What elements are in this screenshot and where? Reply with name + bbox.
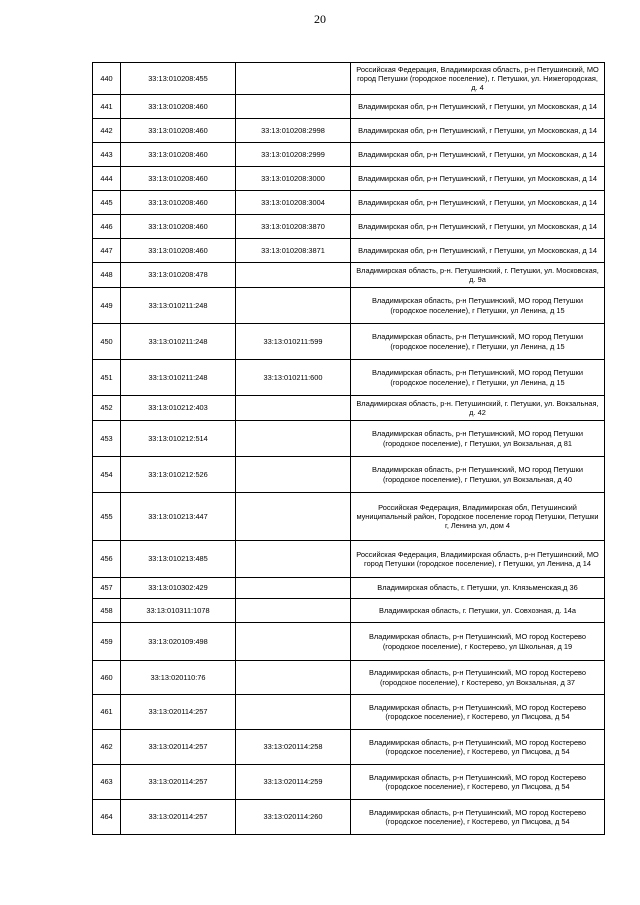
cadastral-number-cell: 33:13:010212:526 [121, 457, 236, 493]
sub-cadastral-number-cell: 33:13:010208:3871 [236, 239, 351, 263]
cadastral-number-cell: 33:13:020109:498 [121, 623, 236, 661]
row-number-cell: 458 [93, 599, 121, 623]
row-number-cell: 452 [93, 396, 121, 421]
table-row [93, 396, 605, 421]
address-cell: Владимирская область, р-н Петушинский, МО город Костерево (городское поселение), г Костерево, ул Вокзальная, д 37 [351, 661, 605, 695]
row-number-cell: 440 [93, 63, 121, 95]
row-number-cell: 456 [93, 541, 121, 578]
address-cell: Владимирская область, р-н Петушинский, МО город Петушки (городское поселение), г Петушки, ул Вокзальная, д 40 [351, 457, 605, 493]
address-cell: Российская Федерация, Владимирская обл, Петушинский муниципальный район, Городское поселение город Петушки, Петушки г, Ленина ул, дом 4 [351, 493, 605, 541]
cadastral-number-cell: 33:13:010213:485 [121, 541, 236, 578]
sub-cadastral-number-cell: 33:13:010208:3004 [236, 191, 351, 215]
row-number-cell: 453 [93, 421, 121, 457]
row-number-cell: 460 [93, 661, 121, 695]
sub-cadastral-number-cell [236, 263, 351, 288]
cadastral-number-cell: 33:13:010211:248 [121, 288, 236, 324]
table-row [93, 800, 605, 835]
table-row [93, 360, 605, 396]
cadastral-number-cell: 33:13:010212:514 [121, 421, 236, 457]
cadastral-number-cell: 33:13:010208:460 [121, 191, 236, 215]
address-cell: Владимирская область, р-н Петушинский, МО город Костерево (городское поселение), г Костерево, ул Писцова, д 54 [351, 765, 605, 800]
row-number-cell: 446 [93, 215, 121, 239]
row-number-cell: 443 [93, 143, 121, 167]
table-row [93, 493, 605, 541]
cadastral-number-cell: 33:13:020114:257 [121, 695, 236, 730]
table-row [93, 623, 605, 661]
cadastral-number-cell: 33:13:010208:460 [121, 167, 236, 191]
row-number-cell: 449 [93, 288, 121, 324]
table-row [93, 143, 605, 167]
sub-cadastral-number-cell: 33:13:010208:2998 [236, 119, 351, 143]
cadastral-number-cell: 33:13:010208:460 [121, 119, 236, 143]
table-row [93, 730, 605, 765]
cadastral-number-cell: 33:13:010213:447 [121, 493, 236, 541]
cadastral-number-cell: 33:13:010208:478 [121, 263, 236, 288]
row-number-cell: 441 [93, 95, 121, 119]
sub-cadastral-number-cell: 33:13:020114:260 [236, 800, 351, 835]
table-row [93, 765, 605, 800]
registry-table-body [93, 63, 605, 835]
sub-cadastral-number-cell [236, 396, 351, 421]
page-number: 20 [314, 12, 326, 26]
sub-cadastral-number-cell [236, 63, 351, 95]
address-cell: Владимирская область, р-н Петушинский, МО город Костерево (городское поселение), г Костерево, ул Писцова, д 54 [351, 800, 605, 835]
cadastral-number-cell: 33:13:010208:460 [121, 215, 236, 239]
sub-cadastral-number-cell: 33:13:020114:259 [236, 765, 351, 800]
address-cell: Владимирская обл, р-н Петушинский, г Петушки, ул Московская, д 14 [351, 95, 605, 119]
table-row [93, 215, 605, 239]
cadastral-number-cell: 33:13:020114:257 [121, 800, 236, 835]
sub-cadastral-number-cell [236, 541, 351, 578]
row-number-cell: 445 [93, 191, 121, 215]
cadastral-number-cell: 33:13:020114:257 [121, 730, 236, 765]
address-cell: Владимирская область, р-н Петушинский, МО город Костерево (городское поселение), г Костерево, ул Писцова, д 54 [351, 695, 605, 730]
address-cell: Владимирская обл, р-н Петушинский, г Петушки, ул Московская, д 14 [351, 119, 605, 143]
address-cell: Владимирская область, р-н Петушинский, МО город Костерево (городское поселение), г Костерево, ул Писцова, д 54 [351, 730, 605, 765]
table-row [93, 599, 605, 623]
row-number-cell: 448 [93, 263, 121, 288]
cadastral-number-cell: 33:13:010211:248 [121, 360, 236, 396]
address-cell: Владимирская обл, р-н Петушинский, г Петушки, ул Московская, д 14 [351, 239, 605, 263]
cadastral-number-cell: 33:13:010208:460 [121, 143, 236, 167]
sub-cadastral-number-cell: 33:13:010208:3000 [236, 167, 351, 191]
sub-cadastral-number-cell [236, 623, 351, 661]
table-row [93, 239, 605, 263]
row-number-cell: 457 [93, 578, 121, 599]
table-row [93, 95, 605, 119]
table-row [93, 191, 605, 215]
row-number-cell: 454 [93, 457, 121, 493]
sub-cadastral-number-cell [236, 457, 351, 493]
address-cell: Владимирская область, р-н. Петушинский, г. Петушки, ул. Вокзальная, д. 42 [351, 396, 605, 421]
cadastral-number-cell: 33:13:010211:248 [121, 324, 236, 360]
row-number-cell: 461 [93, 695, 121, 730]
address-cell: Владимирская область, г. Петушки, ул. Совхозная, д. 14а [351, 599, 605, 623]
sub-cadastral-number-cell [236, 288, 351, 324]
address-cell: Владимирская обл, р-н Петушинский, г Петушки, ул Московская, д 14 [351, 191, 605, 215]
sub-cadastral-number-cell: 33:13:010208:2999 [236, 143, 351, 167]
address-cell: Владимирская обл, р-н Петушинский, г Петушки, ул Московская, д 14 [351, 143, 605, 167]
row-number-cell: 444 [93, 167, 121, 191]
cadastral-number-cell: 33:13:010311:1078 [121, 599, 236, 623]
sub-cadastral-number-cell: 33:13:020114:258 [236, 730, 351, 765]
row-number-cell: 450 [93, 324, 121, 360]
table-row [93, 695, 605, 730]
table-row [93, 578, 605, 599]
table-row [93, 288, 605, 324]
table-row [93, 541, 605, 578]
address-cell: Владимирская область, г. Петушки, ул. Клязьменская,д 36 [351, 578, 605, 599]
sub-cadastral-number-cell: 33:13:010211:600 [236, 360, 351, 396]
row-number-cell: 463 [93, 765, 121, 800]
table-row [93, 119, 605, 143]
cadastral-number-cell: 33:13:010212:403 [121, 396, 236, 421]
cadastral-number-cell: 33:13:020114:257 [121, 765, 236, 800]
sub-cadastral-number-cell [236, 599, 351, 623]
sub-cadastral-number-cell [236, 578, 351, 599]
address-cell: Владимирская область, р-н Петушинский, МО город Петушки (городское поселение), г Петушки, ул Ленина, д 15 [351, 324, 605, 360]
address-cell: Российская Федерация, Владимирская область, р-н Петушинский, МО город Петушки (городское поселение), г. Петушки, ул. Нижегородская, д. 4 [351, 63, 605, 95]
table-row [93, 63, 605, 95]
table-row [93, 661, 605, 695]
sub-cadastral-number-cell: 33:13:010208:3870 [236, 215, 351, 239]
table-row [93, 263, 605, 288]
cadastral-number-cell: 33:13:010208:460 [121, 239, 236, 263]
address-cell: Владимирская область, р-н Петушинский, МО город Петушки (городское поселение), г Петушки, ул Ленина, д 15 [351, 360, 605, 396]
sub-cadastral-number-cell [236, 661, 351, 695]
address-cell: Владимирская обл, р-н Петушинский, г Петушки, ул Московская, д 14 [351, 167, 605, 191]
cadastral-number-cell: 33:13:010302:429 [121, 578, 236, 599]
row-number-cell: 442 [93, 119, 121, 143]
table-row [93, 167, 605, 191]
sub-cadastral-number-cell [236, 95, 351, 119]
row-number-cell: 462 [93, 730, 121, 765]
sub-cadastral-number-cell [236, 493, 351, 541]
sub-cadastral-number-cell [236, 421, 351, 457]
address-cell: Владимирская обл, р-н Петушинский, г Петушки, ул Московская, д 14 [351, 215, 605, 239]
cadastral-number-cell: 33:13:010208:455 [121, 63, 236, 95]
table-row [93, 457, 605, 493]
address-cell: Владимирская область, р-н Петушинский, МО город Костерево (городское поселение), г Костерево, ул Школьная, д 19 [351, 623, 605, 661]
cadastral-number-cell: 33:13:020110:76 [121, 661, 236, 695]
address-cell: Владимирская область, р-н. Петушинский, г. Петушки, ул. Московская, д. 9а [351, 263, 605, 288]
row-number-cell: 464 [93, 800, 121, 835]
row-number-cell: 451 [93, 360, 121, 396]
address-cell: Владимирская область, р-н Петушинский, МО город Петушки (городское поселение), г Петушки, ул Вокзальная, д 81 [351, 421, 605, 457]
cadastral-number-cell: 33:13:010208:460 [121, 95, 236, 119]
sub-cadastral-number-cell: 33:13:010211:599 [236, 324, 351, 360]
address-cell: Российская Федерация, Владимирская область, р-н Петушинский, МО город Петушки (городское поселение), г Петушки, ул Ленина, д 14 [351, 541, 605, 578]
sub-cadastral-number-cell [236, 695, 351, 730]
row-number-cell: 447 [93, 239, 121, 263]
table-row [93, 421, 605, 457]
address-cell: Владимирская область, р-н Петушинский, МО город Петушки (городское поселение), г Петушки, ул Ленина, д 15 [351, 288, 605, 324]
registry-table [92, 62, 605, 835]
table-row [93, 324, 605, 360]
row-number-cell: 455 [93, 493, 121, 541]
row-number-cell: 459 [93, 623, 121, 661]
